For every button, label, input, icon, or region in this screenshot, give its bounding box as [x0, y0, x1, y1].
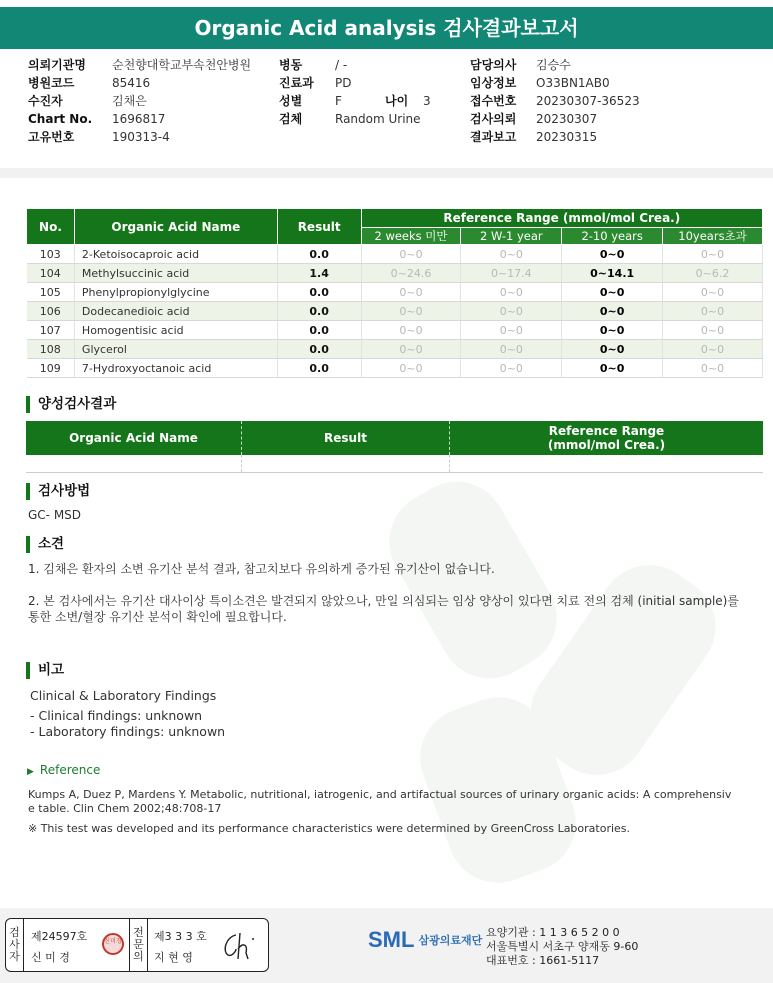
specialist-cell [148, 919, 268, 971]
cell-range: 0~0 [663, 321, 763, 340]
cell-no: 106 [27, 302, 75, 321]
cell-name: 2-Ketoisocaproic acid [74, 245, 277, 264]
col-header-range-4: 10years초과 [663, 228, 763, 245]
cell-result: 0.0 [277, 302, 361, 321]
info-value: / - [335, 58, 348, 72]
cell-name: Homogentisic acid [74, 321, 277, 340]
table-row [27, 245, 763, 264]
cell-no: 109 [27, 359, 75, 378]
info-col3 [470, 56, 640, 146]
info-col2 [279, 56, 431, 128]
info-label: 결과보고 [470, 130, 517, 144]
findings-line-2: 2. 본 검사에서는 유기산 대사이상 특이소견은 발견되지 않았으나, 만일 의심되는 임상 양상이 있다면 치료 전의 검체 (initial sample)를 [28, 594, 739, 608]
info-label: 진료과 [279, 76, 314, 90]
sml-logo [368, 927, 482, 953]
age-value: 3 [423, 94, 431, 108]
age-label: 나이 [385, 94, 409, 108]
info-label: 임상정보 [470, 76, 517, 90]
contact-line-3: 대표번호 : 1661-5117 [486, 954, 600, 967]
cell-range: 0~0 [562, 359, 663, 378]
findings-line-2-cont: 통한 소변/혈장 유기산 분석이 확인에 필요합니다. [28, 610, 287, 624]
cell-range: 0~0 [461, 340, 562, 359]
col-header-range-2: 2 W-1 year [461, 228, 562, 245]
remarks-heading: 비고 [26, 662, 64, 679]
positive-col-ref-line2: (mmol/mol Crea.) [547, 438, 666, 452]
info-label: 검체 [279, 112, 303, 126]
info-label: 검사의뢰 [470, 112, 517, 126]
cell-result: 0.0 [277, 283, 361, 302]
cell-no: 107 [27, 321, 75, 340]
signature-box [5, 918, 269, 972]
triangle-right-icon: ▶ [27, 767, 34, 777]
cell-range: 0~6.2 [663, 264, 763, 283]
col-header-no: No. [27, 209, 75, 245]
cell-range: 0~0 [663, 283, 763, 302]
positive-col-name: Organic Acid Name [26, 421, 242, 455]
remarks-line-3: - Laboratory findings: unknown [30, 724, 226, 739]
cell-range: 0~0 [361, 302, 461, 321]
cell-name: Dodecanedioic acid [74, 302, 277, 321]
sml-logo-mark: SML [368, 927, 415, 952]
cell-range: 0~0 [562, 245, 663, 264]
specialist-name: 지 현 영 [154, 951, 193, 964]
cell-range: 0~0 [361, 321, 461, 340]
signature-icon [218, 929, 258, 965]
cell-range: 0~0 [461, 321, 562, 340]
positive-col-result: Result [242, 421, 450, 455]
positive-col-ref [450, 421, 763, 455]
cell-result: 1.4 [277, 264, 361, 283]
positive-empty-row [26, 455, 763, 473]
seal-stamp-icon: 신미경 [102, 933, 124, 955]
cell-range: 0~0 [361, 245, 461, 264]
positive-results-heading: 양성검사결과 [26, 396, 116, 413]
info-value: 순천향대학교부속천안병원 [112, 58, 252, 72]
cell-name: Methylsuccinic acid [74, 264, 277, 283]
cell-range: 0~0 [663, 359, 763, 378]
info-value: 190313-4 [112, 130, 170, 144]
method-text: GC- MSD [28, 508, 82, 522]
info-col1 [28, 56, 251, 146]
info-value: 김승수 [536, 58, 571, 72]
results-table [26, 208, 763, 378]
cell-no: 105 [27, 283, 75, 302]
contact-line-1: 요양기관 : 1 1 3 6 5 2 0 0 [486, 926, 620, 939]
contact-line-2: 서울특별시 서초구 양재동 9-60 [486, 940, 639, 953]
info-label: 접수번호 [470, 94, 517, 108]
table-row [27, 359, 763, 378]
info-label: 병동 [279, 58, 303, 72]
info-value: 1696817 [112, 112, 166, 126]
remarks-line-2: - Clinical findings: unknown [30, 708, 203, 723]
positive-results-header [26, 421, 763, 455]
cell-range: 0~0 [461, 302, 562, 321]
reference-line-2: e table. Clin Chem 2002;48:708-17 [28, 802, 222, 815]
table-row [27, 321, 763, 340]
cell-no: 104 [27, 264, 75, 283]
table-row [27, 302, 763, 321]
cell-name: 7-Hydroxyoctanoic acid [74, 359, 277, 378]
info-label: 병원코드 [28, 76, 75, 90]
cell-range: 0~0 [461, 245, 562, 264]
table-row [27, 264, 763, 283]
info-label: 수진자 [28, 94, 63, 108]
info-value: 85416 [112, 76, 151, 90]
reference-note: ※ This test was developed and its performance characteristics were determined by GreenCross Laboratories. [28, 822, 631, 835]
col-header-result: Result [277, 209, 361, 245]
contact-info [486, 926, 638, 968]
info-value: 20230315 [536, 130, 598, 144]
table-row [27, 283, 763, 302]
sml-org-name: 삼광의료재단 [418, 934, 483, 947]
cell-range: 0~0 [361, 283, 461, 302]
col-header-ref-range: Reference Range (mmol/mol Crea.) [361, 209, 762, 228]
reference-heading-text: Reference [39, 763, 101, 777]
info-value: O33BN1AB0 [536, 76, 610, 90]
cell-range: 0~14.1 [562, 264, 663, 283]
cell-result: 0.0 [277, 359, 361, 378]
cell-range: 0~0 [562, 283, 663, 302]
watermark-logo [353, 440, 773, 910]
cell-name: Glycerol [74, 340, 277, 359]
cell-no: 108 [27, 340, 75, 359]
cell-range: 0~0 [663, 302, 763, 321]
cell-result: 0.0 [277, 321, 361, 340]
tester-cell [24, 919, 130, 971]
section-divider [0, 168, 773, 178]
cell-name: Phenylpropionylglycine [74, 283, 277, 302]
cell-range: 0~0 [461, 359, 562, 378]
info-value: Random Urine [335, 112, 421, 126]
col-header-range-1: 2 weeks 미만 [361, 228, 461, 245]
cell-range: 0~0 [562, 302, 663, 321]
info-label: 담당의사 [470, 58, 517, 72]
col-header-range-3: 2-10 years [562, 228, 663, 245]
cell-range: 0~0 [562, 321, 663, 340]
cell-no: 103 [27, 245, 75, 264]
info-value: 20230307 [536, 112, 598, 126]
info-label: 고유번호 [28, 130, 75, 144]
cell-result: 0.0 [277, 340, 361, 359]
info-value: PD [335, 76, 352, 90]
table-row [27, 340, 763, 359]
specialist-label: 전 문 의 [130, 919, 148, 971]
cell-range: 0~24.6 [361, 264, 461, 283]
remarks-line-1: Clinical & Laboratory Findings [30, 688, 217, 703]
tester-name: 신 미 경 [31, 951, 70, 964]
report-title: Organic Acid analysis 검사결과보고서 [0, 7, 773, 49]
info-label: 의뢰기관명 [28, 58, 86, 72]
reference-line-1: Kumps A, Duez P, Mardens Y. Metabolic, nutritional, iatrogenic, and artifactual sources of urinary organic acids: A comprehensiv [28, 788, 732, 801]
info-value: 20230307-36523 [536, 94, 640, 108]
cell-result: 0.0 [277, 245, 361, 264]
tester-label: 검 사 자 [6, 919, 24, 971]
col-header-name: Organic Acid Name [74, 209, 277, 245]
cell-range: 0~0 [562, 340, 663, 359]
method-heading: 검사방법 [26, 483, 90, 500]
cell-range: 0~0 [361, 340, 461, 359]
cell-range: 0~17.4 [461, 264, 562, 283]
cell-range: 0~0 [663, 245, 763, 264]
info-label: 성별 [279, 94, 303, 108]
tester-license-no: 제24597호 [31, 930, 88, 943]
findings-heading: 소견 [26, 536, 64, 553]
positive-col-ref-line1: Reference Range [548, 424, 665, 438]
cell-range: 0~0 [461, 283, 562, 302]
cell-range: 0~0 [361, 359, 461, 378]
info-label: Chart No. [28, 112, 93, 126]
cell-range: 0~0 [663, 340, 763, 359]
findings-line-1: 1. 김채은 환자의 소변 유기산 분석 결과, 참고치보다 유의하게 증가된 유기산이 없습니다. [28, 562, 495, 576]
info-value: F [335, 94, 342, 108]
reference-heading [27, 763, 100, 777]
specialist-license-no: 제3 3 3 호 [154, 930, 207, 943]
info-value: 김채은 [112, 94, 147, 108]
